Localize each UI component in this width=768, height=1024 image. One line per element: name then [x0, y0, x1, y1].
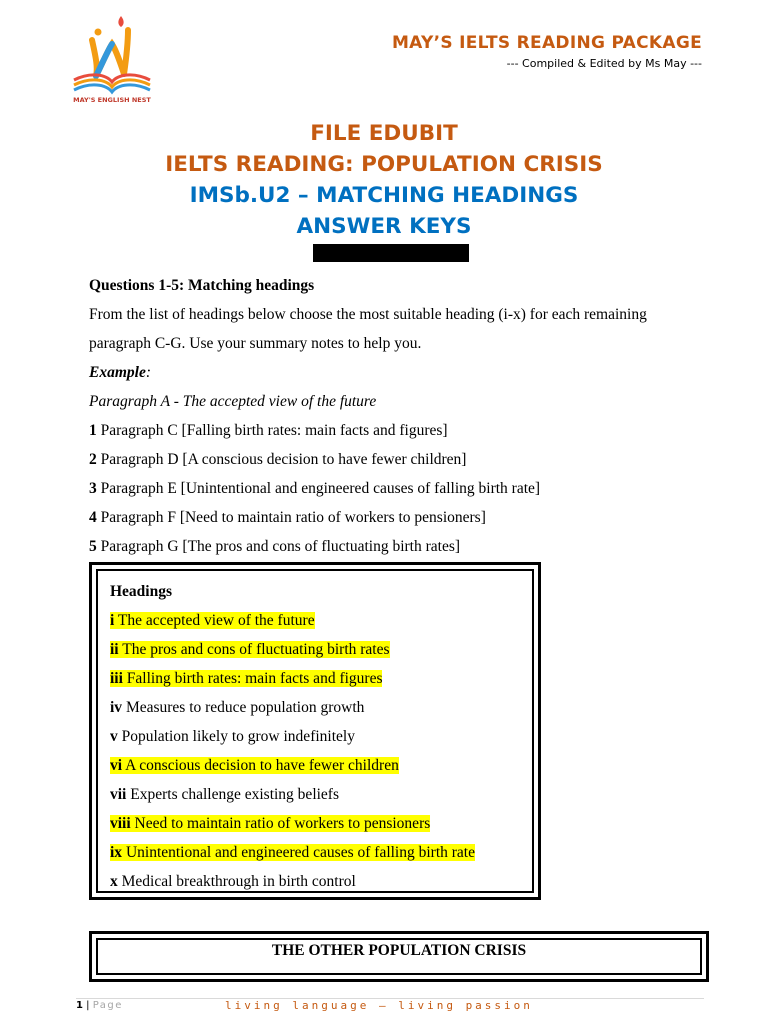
questions-heading: Questions 1-5: Matching headings	[89, 277, 315, 294]
questions-section	[89, 271, 709, 561]
brand-subtitle: --- Compiled & Edited by Ms May ---	[506, 57, 702, 70]
answer-item	[89, 474, 709, 503]
title-line-4: ANSWER KEYS	[296, 214, 472, 239]
title-line-1: FILE EDUBIT	[310, 121, 458, 146]
answer-number: 2	[89, 451, 97, 468]
passage-title: THE OTHER POPULATION CRISIS	[96, 938, 702, 975]
answer-text: Paragraph E [Unintentional and engineered causes of falling birth rate]	[96, 480, 541, 497]
answers-list	[89, 416, 709, 561]
heading-text: Population likely to grow indefinitely	[117, 728, 355, 745]
answer-text: Paragraph F [Need to maintain ratio of workers to pensioners]	[96, 509, 486, 526]
page-number-value: 1	[76, 1000, 83, 1011]
headings-title: Headings	[110, 583, 173, 600]
answer-number: 4	[89, 509, 97, 526]
heading-number: ii	[110, 641, 119, 658]
headings-box-inner	[96, 569, 534, 893]
heading-number: vii	[110, 786, 127, 803]
headings-box	[89, 562, 541, 900]
heading-item	[110, 722, 475, 751]
logo-graphic	[70, 14, 154, 104]
answer-text: Paragraph D [A conscious decision to have fewer children]	[96, 451, 467, 468]
heading-item	[110, 809, 475, 838]
heading-number: iv	[110, 699, 123, 716]
heading-text: Experts challenge existing beliefs	[126, 786, 340, 803]
answer-number: 3	[89, 480, 97, 497]
heading-text: Medical breakthrough in birth control	[117, 873, 356, 890]
answer-item	[89, 532, 709, 561]
example-colon: :	[145, 364, 152, 381]
footer-motto: living language – living passion	[225, 999, 533, 1012]
heading-text: Falling birth rates: main facts and figures	[122, 670, 383, 687]
heading-text: The pros and cons of fluctuating birth rates	[118, 641, 390, 658]
answer-number: 5	[89, 538, 97, 555]
heading-item	[110, 635, 475, 664]
heading-number: ix	[110, 844, 123, 861]
brand-title: MAY’S IELTS READING PACKAGE	[391, 33, 702, 53]
heading-item	[110, 664, 475, 693]
heading-text: Need to maintain ratio of workers to pensioners	[130, 815, 431, 832]
heading-text: Measures to reduce population growth	[122, 699, 365, 716]
heading-number: v	[110, 728, 118, 745]
questions-instructions: From the list of headings below choose the most suitable heading (i-x) for each remaining paragraph C-G. Use your summary notes to help you.	[89, 306, 647, 352]
heading-number: viii	[110, 815, 131, 832]
page-separator: |	[82, 1000, 93, 1011]
answer-item	[89, 503, 709, 532]
heading-number: i	[110, 612, 115, 629]
answer-number: 1	[89, 422, 97, 439]
heading-number: vi	[110, 757, 123, 774]
answer-item	[89, 416, 709, 445]
title-line-3: IMSb.U2 – MATCHING HEADINGS	[189, 183, 579, 208]
heading-text: A conscious decision to have fewer children	[122, 757, 399, 774]
redaction-bar	[313, 244, 469, 262]
heading-item	[110, 780, 475, 809]
heading-number: x	[110, 873, 118, 890]
example-line	[89, 358, 709, 387]
headings-list	[110, 606, 475, 896]
logo	[70, 14, 154, 104]
heading-item	[110, 751, 475, 780]
logo-text: MAY'S ENGLISH NEST	[73, 96, 151, 104]
heading-text: Unintentional and engineered causes of falling birth rate	[122, 844, 475, 861]
heading-item	[110, 606, 475, 635]
passage-title-box	[89, 931, 709, 982]
headings-content	[110, 577, 475, 896]
heading-text: The accepted view of the future	[114, 612, 315, 629]
page-label: Page	[92, 1000, 123, 1011]
page-number	[76, 1000, 123, 1011]
answer-text: Paragraph C [Falling birth rates: main facts and figures]	[96, 422, 448, 439]
title-line-2: IELTS READING: POPULATION CRISIS	[165, 152, 603, 177]
heading-number: iii	[110, 670, 123, 687]
document-titles	[0, 118, 768, 242]
example-text: Paragraph A - The accepted view of the future	[89, 393, 377, 410]
heading-item	[110, 867, 475, 896]
answer-item	[89, 445, 709, 474]
example-label: Example	[89, 364, 146, 381]
answer-text: Paragraph G [The pros and cons of fluctuating birth rates]	[96, 538, 461, 555]
heading-item	[110, 693, 475, 722]
heading-item	[110, 838, 475, 867]
